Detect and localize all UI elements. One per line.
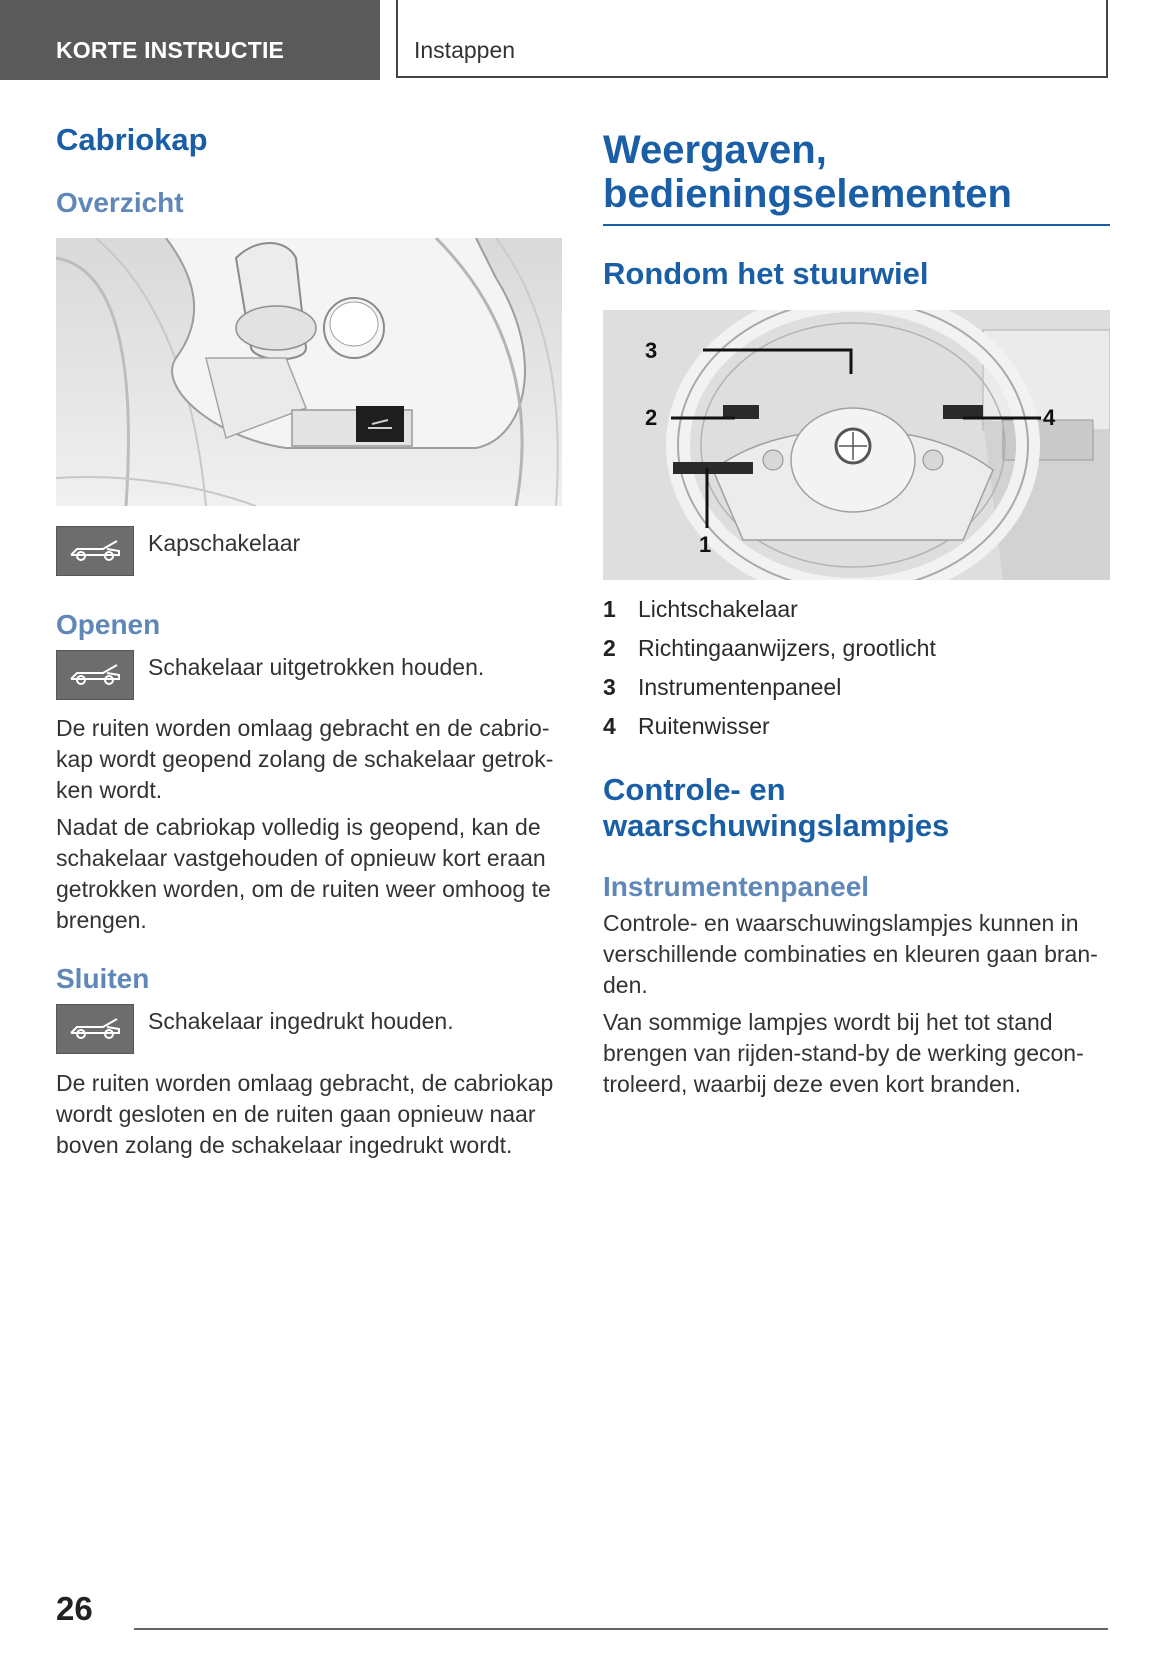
steering-wheel-illustration (603, 310, 1110, 580)
cabriokap-title: Cabriokap (56, 122, 208, 157)
legend-label: Ruitenwisser (638, 713, 770, 739)
overview-heading: Overzicht (56, 187, 184, 218)
callout-1: 1 (699, 532, 712, 557)
legend-number: 4 (603, 713, 616, 739)
instrument-panel-heading: Instrumentenpaneel (603, 871, 870, 902)
switch-legend (56, 526, 564, 576)
callout-4: 4 (1043, 405, 1056, 430)
list-item (603, 590, 1110, 629)
callout-2: 2 (645, 405, 658, 430)
convertible-icon (56, 526, 134, 576)
legend-label: Instrumentenpaneel (638, 674, 842, 700)
open-instruction (56, 650, 564, 700)
legend-label: Lichtschakelaar (638, 596, 798, 622)
legend-number: 2 (603, 635, 616, 661)
steering-wheel-heading: Rondom het stuurwiel (603, 256, 929, 291)
left-column (56, 120, 564, 1161)
open-heading: Openen (56, 609, 161, 640)
lamps-paragraph-2: Van sommige lampjes wordt bij het tot stand brengen van rijden-stand-by de werking gecon-troleerd, waarbij deze even kort branden. (603, 1009, 1084, 1097)
footer-rule (134, 1628, 1108, 1630)
switch-label: Kapschakelaar (148, 530, 301, 556)
close-paragraph-1: De ruiten worden omlaag gebracht, de cabriokap wordt gesloten en de ruiten gaan opnieuw naar boven zolang de schakelaar ingedrukt wordt. (56, 1070, 554, 1158)
title-rule (603, 224, 1110, 226)
legend-number: 1 (603, 596, 616, 622)
callout-3: 3 (645, 338, 658, 363)
list-item (603, 707, 1110, 746)
convertible-icon (56, 650, 134, 700)
close-instruction-text: Schakelaar ingedrukt houden. (148, 1008, 454, 1034)
page-number: 26 (56, 1590, 93, 1627)
open-paragraph-1: De ruiten worden omlaag gebracht en de cabrio-kap wordt geopend zolang de schakelaar getrok-ken wordt. (56, 715, 554, 803)
section-label: KORTE INSTRUCTIE (56, 37, 285, 63)
center-console-illustration (56, 238, 562, 506)
lamps-heading: Controle- en waarschuwingslampjes (603, 772, 950, 843)
close-instruction (56, 1004, 564, 1054)
list-item (603, 668, 1110, 707)
steering-legend (603, 590, 1110, 746)
right-column (603, 120, 1110, 1100)
lamps-paragraph-1: Controle- en waarschuwingslampjes kunnen in verschillende combinaties en kleuren gaan bran-den. (603, 910, 1098, 998)
convertible-icon (56, 1004, 134, 1054)
displays-controls-title: Weergaven, bedieningselementen (603, 128, 1012, 216)
section-tab (0, 0, 380, 80)
legend-number: 3 (603, 674, 616, 700)
open-instruction-text: Schakelaar uitgetrokken houden. (148, 654, 485, 680)
list-item (603, 629, 1110, 668)
close-heading: Sluiten (56, 963, 150, 994)
chapter-tab (396, 0, 1108, 78)
legend-label: Richtingaanwijzers, grootlicht (638, 635, 936, 661)
open-paragraph-2: Nadat de cabriokap volledig is geopend, kan de schakelaar vastgehouden of opnieuw kort eraan getrokken worden, om de ruiten weer omhoog te brengen. (56, 814, 551, 933)
chapter-label: Instappen (414, 37, 516, 63)
